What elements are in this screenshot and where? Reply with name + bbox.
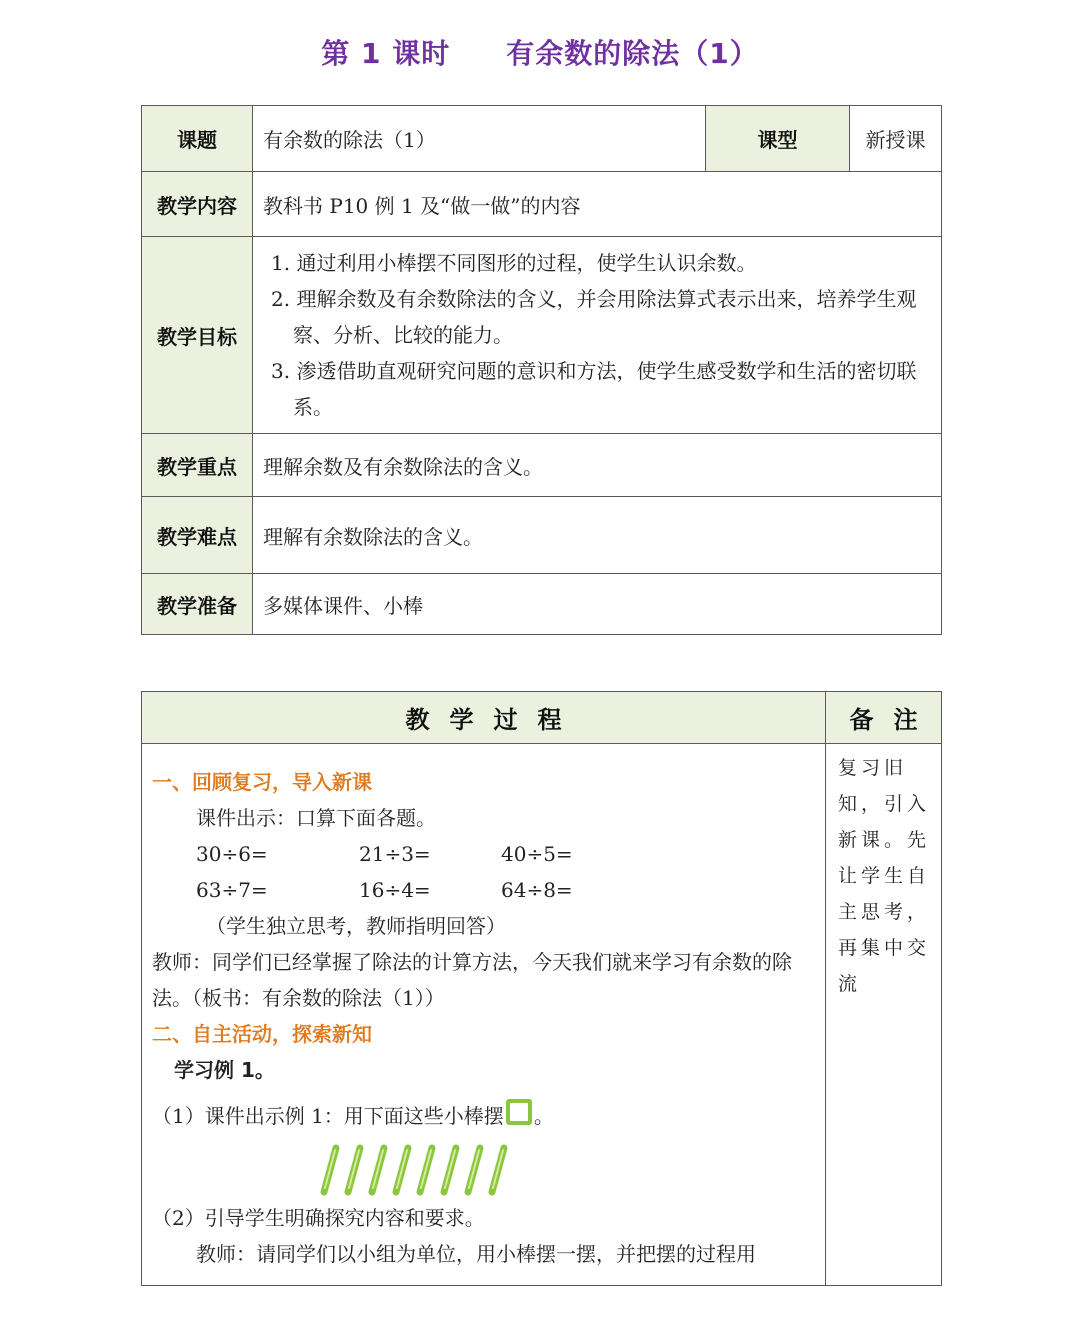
review-instruction: 课件出示：口算下面各题。 — [196, 806, 436, 830]
content-value: 教科书 P10 例 1 及“做一做”的内容 — [253, 172, 942, 237]
calc-item: 63÷7= — [196, 878, 268, 902]
difficulty-value: 理解有余数除法的含义。 — [253, 497, 942, 574]
goal-item: 1. 通过利用小棒摆不同图形的过程，使学生认识余数。 — [271, 251, 757, 275]
review-note: （学生独立思考，教师指明回答） — [206, 914, 506, 938]
type-value: 新授课 — [850, 106, 942, 172]
lesson-info-table — [141, 105, 942, 635]
calc-row — [152, 872, 815, 908]
key-point-value: 理解余数及有余数除法的含义。 — [253, 434, 942, 497]
page-title — [0, 32, 1080, 72]
difficulty-label: 教学难点 — [142, 497, 253, 574]
example-title: 学习例 1。 — [174, 1058, 275, 1082]
content-label: 教学内容 — [142, 172, 253, 237]
goal-item: 2. 理解余数及有余数除法的含义，并会用除法算式表示出来，培养学生观察、分析、比较的能力。 — [271, 287, 917, 347]
square-icon — [506, 1099, 532, 1125]
prep-label: 教学准备 — [142, 574, 253, 635]
lesson-topic: 有余数的除法（1） — [506, 37, 759, 70]
lesson-number: 第 1 课时 — [321, 37, 451, 70]
process-header: 教学过程 — [142, 692, 826, 744]
calc-item: 16÷4= — [359, 878, 431, 902]
step-2-teacher: 教师：请同学们以小组为单位，用小棒摆一摆，并把摆的过程用 — [196, 1242, 756, 1266]
step-1-end: 。 — [533, 1104, 554, 1128]
sticks-illustration — [312, 1142, 522, 1198]
process-content — [142, 744, 826, 1286]
note-content: 复习旧知，引入新课。先让学生自主思考，再集中交流 — [826, 744, 942, 1286]
calc-item: 30÷6= — [196, 842, 268, 866]
step-1-text: （1）课件出示例 1：用下面这些小棒摆 — [152, 1104, 504, 1128]
prep-value: 多媒体课件、小棒 — [253, 574, 942, 635]
topic-value: 有余数的除法（1） — [253, 106, 706, 172]
note-header: 备注 — [826, 692, 942, 744]
calc-row — [152, 836, 815, 872]
step-1 — [152, 1098, 815, 1134]
key-point-label: 教学重点 — [142, 434, 253, 497]
goals-list — [253, 237, 942, 434]
section-review-title: 一、回顾复习，导入新课 — [152, 770, 372, 794]
teaching-process-table — [141, 691, 942, 1286]
calc-item: 64÷8= — [501, 878, 573, 902]
teacher-intro: 教师：同学们已经掌握了除法的计算方法，今天我们就来学习有余数的除法。（板书：有余数的除法（1）） — [152, 950, 792, 1010]
step-2: （2）引导学生明确探究内容和要求。 — [152, 1206, 485, 1230]
type-label: 课型 — [706, 106, 850, 172]
calc-item: 21÷3= — [359, 842, 431, 866]
goal-item: 3. 渗透借助直观研究问题的意识和方法，使学生感受数学和生活的密切联系。 — [271, 359, 917, 419]
topic-label: 课题 — [142, 106, 253, 172]
section-explore-title: 二、自主活动，探索新知 — [152, 1022, 372, 1046]
goals-label: 教学目标 — [142, 237, 253, 434]
calc-item: 40÷5= — [501, 842, 573, 866]
